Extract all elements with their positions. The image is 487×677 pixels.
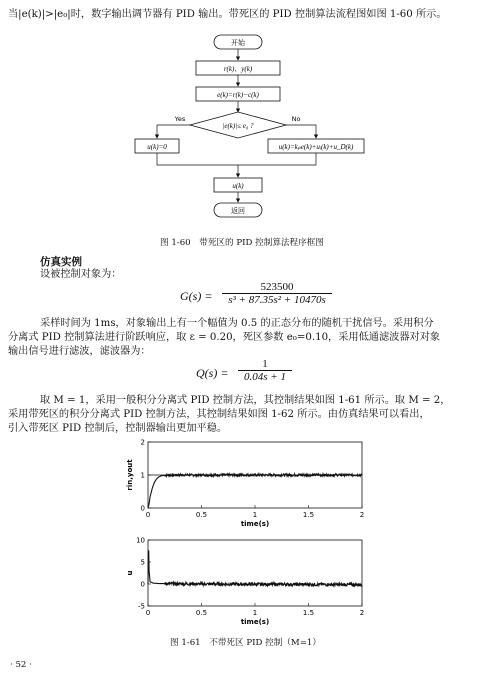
x-tick-label: 0 (145, 511, 151, 519)
equation-1-denominator: s³ + 87.35s² + 10470s (228, 294, 326, 306)
y-tick-label: 2 (140, 438, 145, 447)
y-axis-label: u (126, 570, 134, 576)
paragraph-1-line-3: 输出信号进行滤波，滤波器为： (8, 346, 151, 357)
x-tick-label: 1 (252, 511, 258, 519)
y-tick-label: 0 (140, 504, 145, 513)
section-heading: 仿真实例 (40, 256, 82, 268)
y-tick-label: 10 (136, 536, 145, 545)
figure-1-61-caption: 图 1-61 不带死区 PID 控制（M=1） (170, 638, 321, 648)
equation-2-numerator: 1 (238, 358, 292, 371)
x-tick-label: 1 (252, 609, 258, 617)
flow-no-label: No (291, 115, 301, 123)
y-tick-label: 1 (140, 471, 145, 480)
x-tick-label: 1.5 (302, 511, 315, 519)
flowchart (0, 30, 487, 230)
y-tick-label: 0 (140, 580, 145, 589)
paragraph-2-line-2: 采用带死区的积分分离式 PID 控制方法，其控制结果如图 1-62 所示。由仿真结果可以看出， (8, 409, 430, 420)
figure-1-61-plots (110, 436, 380, 636)
x-tick-label: 0.5 (195, 511, 208, 519)
equation-2-denominator: 0.04s + 1 (244, 371, 286, 383)
paragraph-1-line-2: 分离式 PID 控制算法进行阶跃响应，取 ε = 0.20，死区参数 e₀=0.10，采用低通滤波器对对象 (8, 332, 441, 343)
intro-line: 当|e(k)|>|e₀|时，数字输出调节器有 PID 输出。带死区的 PID 控制算法流程图如图 1-60 所示。 (8, 9, 447, 20)
paragraph-2-line-1: 取 M = 1，采用一般积分分离式 PID 控制方法，其控制结果如图 1-61 所示。取 M = 2， (40, 395, 451, 406)
page-number: · 52 · (10, 660, 32, 670)
equation-1-lhs: G(s) = (180, 289, 213, 303)
flow-end-label: 返回 (231, 207, 245, 215)
flow-pid-label: u(k)=kₚe(k)+uᵢ(k)+u_D(k) (278, 143, 354, 151)
paragraph-1-line-1: 采样时间为 1ms，对象输出上有一个幅值为 0.5 的正态分布的随机干扰信号。采用积分 (40, 318, 434, 329)
plot-frame-2 (148, 540, 362, 606)
flow-yes-label: Yes (174, 115, 186, 123)
paragraph-2-line-3: 引入带死区 PID 控制后，控制器输出更加平稳。 (8, 423, 228, 434)
flow-zero-label: u(k)=0 (147, 143, 167, 151)
x-tick-label: 2 (359, 511, 365, 519)
figure-1-60-caption: 图 1-60 带死区的 PID 控制算法程序框图 (160, 238, 324, 248)
flow-input-label: r(k)、y(k) (223, 65, 253, 73)
x-axis-label: time(s) (240, 618, 270, 626)
equation-1-numerator: 523500 (222, 281, 332, 294)
flow-output-label: u(k) (232, 182, 244, 190)
x-tick-label: 1.5 (302, 609, 315, 617)
flow-error-label: e(k)=r(k)−c(k) (217, 91, 259, 99)
x-axis-label: time(s) (240, 520, 270, 528)
x-tick-label: 0 (145, 609, 151, 617)
equation-2-fraction (238, 358, 292, 383)
y-tick-label: -5 (138, 602, 145, 611)
y-tick-label: 5 (140, 558, 145, 567)
equation-2-lhs: Q(s) = (196, 366, 229, 380)
intro-text: 设被控制对象为： (40, 269, 122, 280)
x-tick-label: 0.5 (195, 609, 208, 617)
y-axis-label: rin,yout (126, 459, 134, 491)
flow-decision-label: |e(k)|≤ e₀ ? (222, 122, 254, 130)
flow-start-label: 开始 (231, 39, 245, 47)
x-tick-label: 2 (359, 609, 365, 617)
equation-1-fraction (222, 281, 332, 306)
